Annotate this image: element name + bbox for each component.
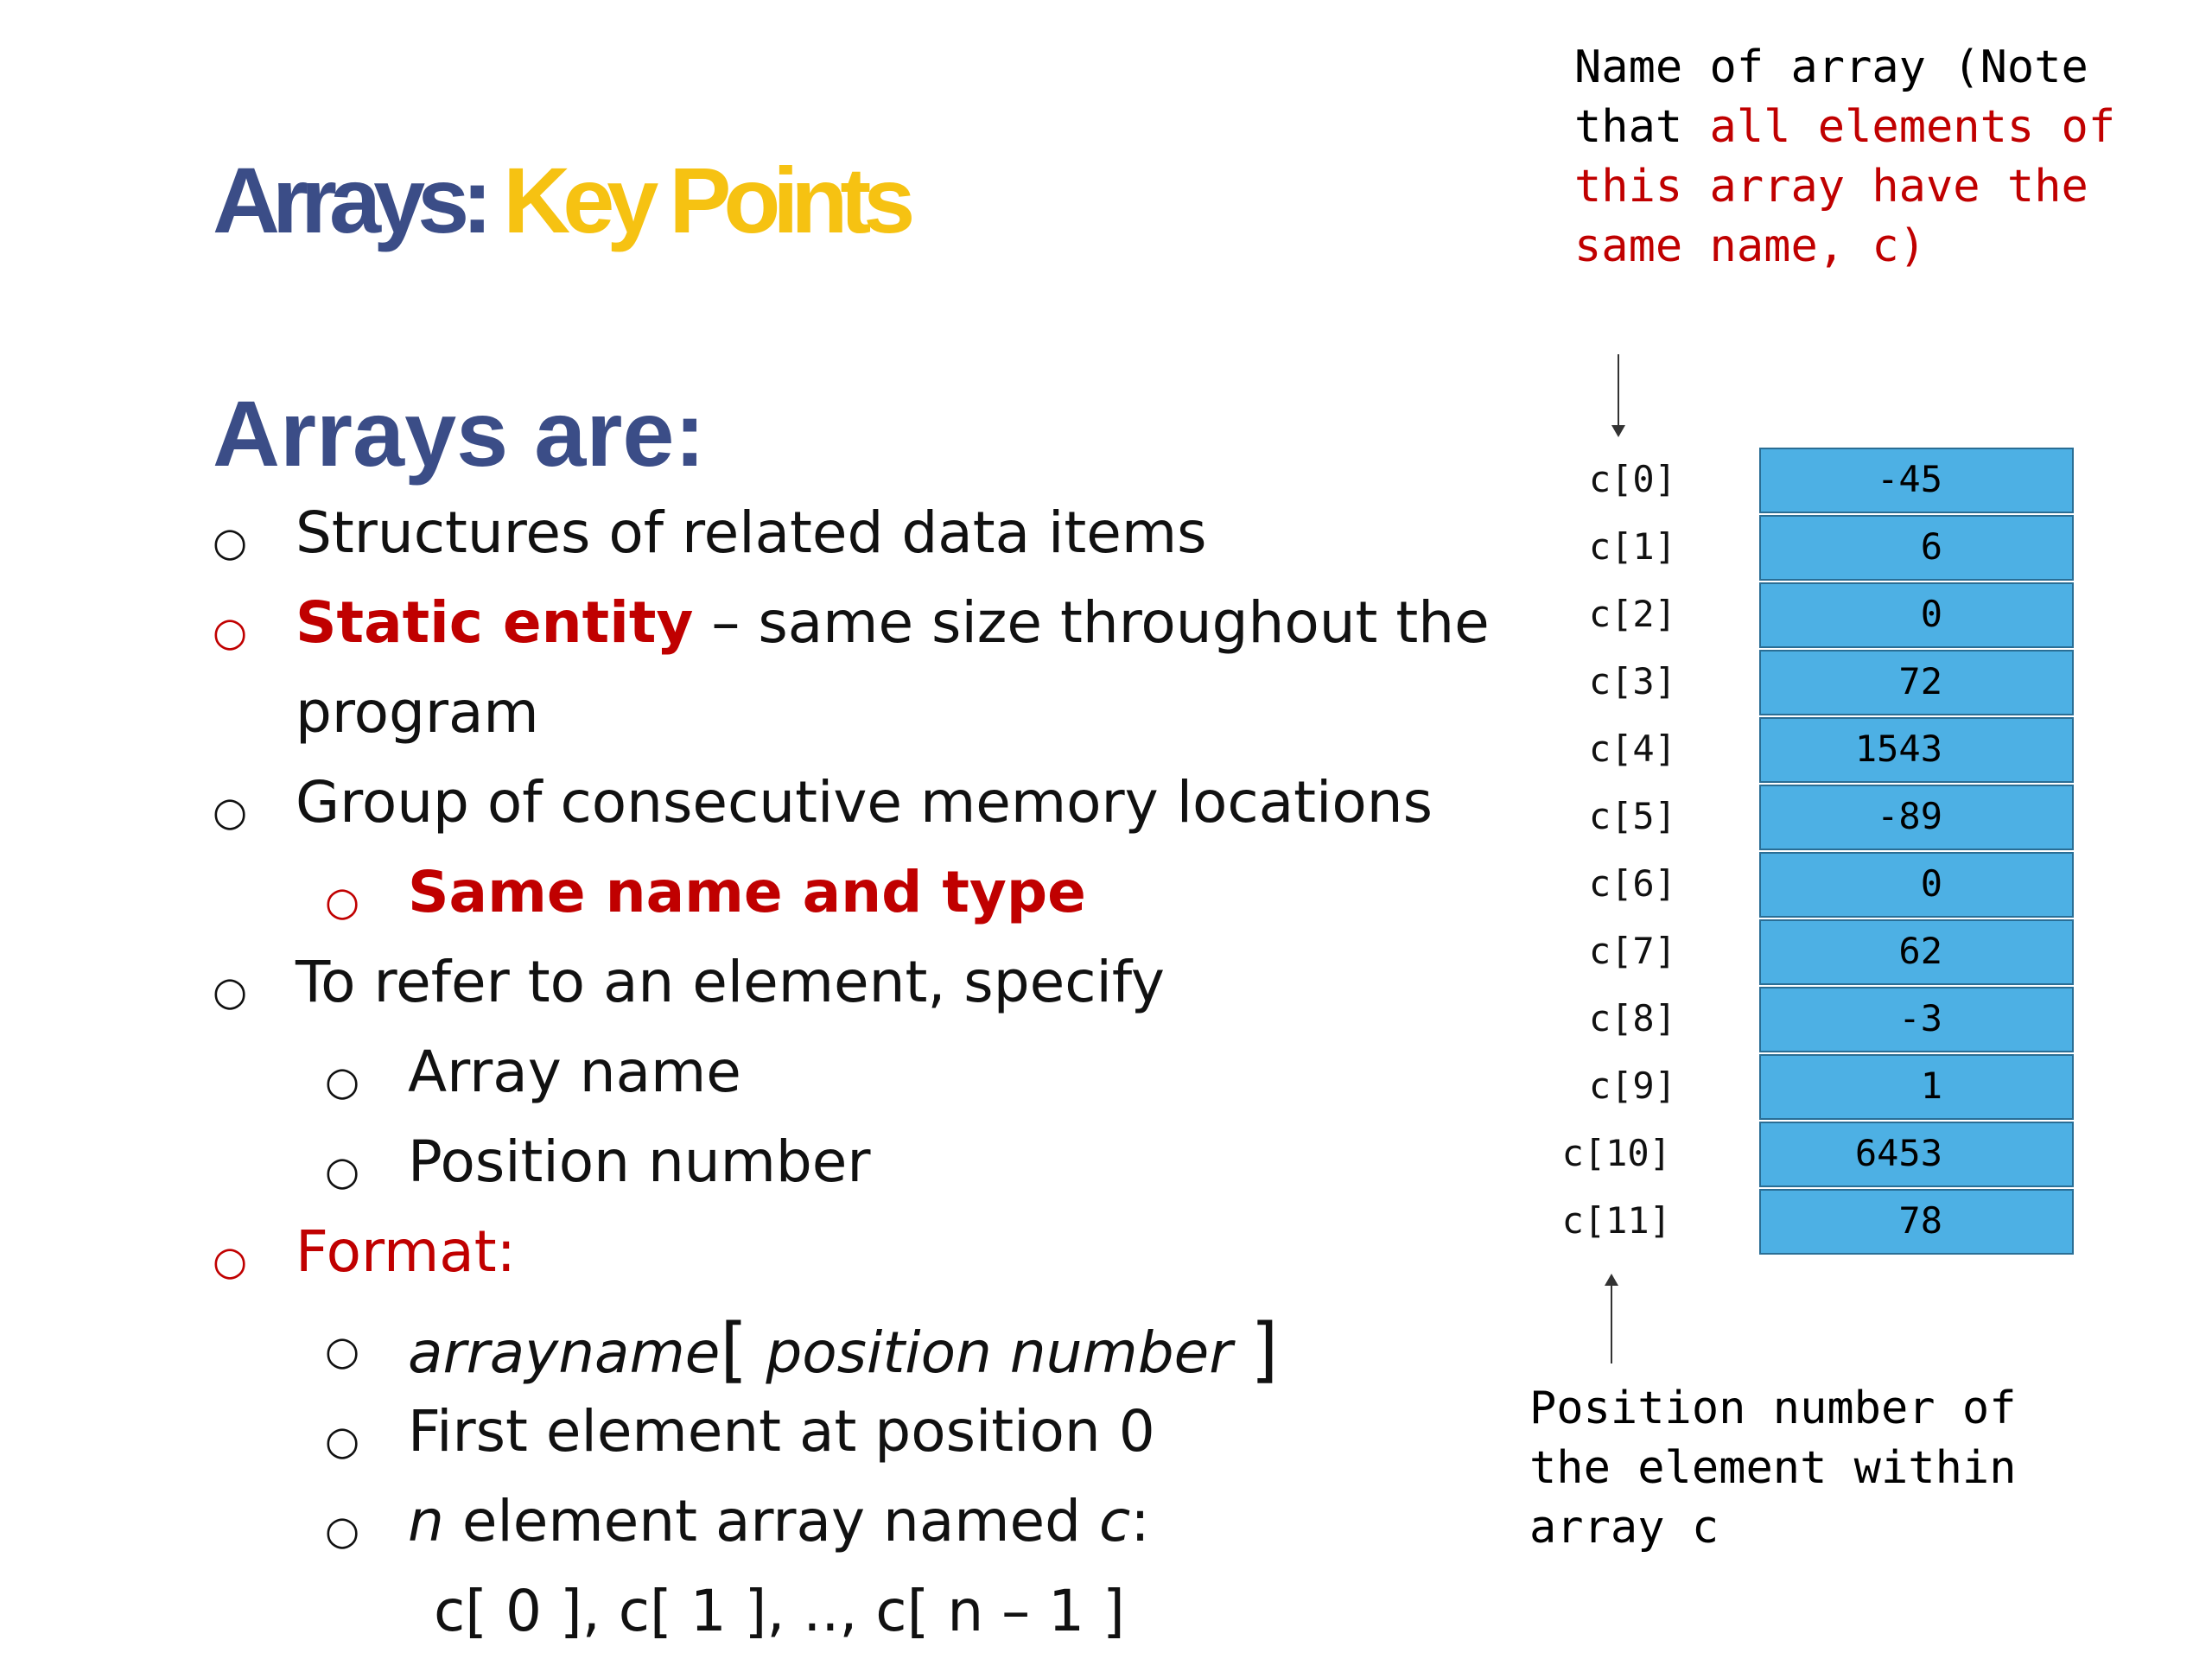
- close-bracket: ]: [1250, 1309, 1279, 1391]
- array-index-label: c[10]: [1561, 1132, 1671, 1174]
- array-cell-value: -3: [1898, 997, 1942, 1039]
- bullet-marker: ○: [325, 878, 360, 925]
- array-cell: [1759, 1054, 2074, 1120]
- array-cell: [1759, 785, 2074, 850]
- bullet-marker: ○: [213, 968, 248, 1014]
- position-number-note: [1529, 1379, 2017, 1558]
- title-part-arrays: Arrays:: [213, 148, 486, 252]
- array-index-label: c[8]: [1588, 997, 1676, 1039]
- bullet-text: Format:: [296, 1218, 516, 1285]
- array-cell: [1759, 448, 2074, 513]
- arrow-up-icon: [1605, 1274, 1618, 1286]
- position-arrow-shaft: [1611, 1286, 1612, 1363]
- element-list-text: c[ 0 ], c[ 1 ], .., c[ n – 1 ]: [434, 1578, 1125, 1644]
- arrayname-text: arrayname: [408, 1319, 721, 1386]
- array-index-label: c[4]: [1588, 728, 1676, 770]
- array-index-label: c[3]: [1588, 660, 1676, 702]
- array-cell-value: 72: [1898, 660, 1942, 702]
- array-index-label: c[9]: [1588, 1065, 1676, 1107]
- note-line: that: [1574, 101, 1710, 153]
- array-cell: [1759, 1122, 2074, 1187]
- c-variable: c: [1099, 1488, 1131, 1554]
- array-index-label: c[1]: [1588, 525, 1676, 568]
- array-cell-value: -89: [1877, 795, 1942, 837]
- array-cell-value: 78: [1898, 1199, 1942, 1242]
- bullet-marker: ○: [325, 1507, 360, 1554]
- array-index-label: c[7]: [1588, 930, 1676, 972]
- bullet-text: Structures of related data items: [296, 499, 1207, 566]
- name-arrow-shaft: [1618, 354, 1619, 425]
- bullet-text: – same size throughout the: [693, 589, 1490, 656]
- bullet-text: Array name: [408, 1039, 741, 1105]
- array-cell-value: 62: [1898, 930, 1942, 972]
- array-cell-value: 6453: [1854, 1132, 1942, 1174]
- bullet-text: program: [296, 679, 539, 746]
- array-cell: [1759, 919, 2074, 985]
- bullet-text: element array named: [443, 1488, 1100, 1554]
- array-cell: [1759, 852, 2074, 918]
- arrow-down-icon: [1611, 425, 1625, 437]
- array-cell-value: 0: [1920, 593, 1942, 635]
- bullet-marker: ○: [213, 1237, 248, 1284]
- colon-text: :: [1130, 1488, 1150, 1554]
- array-cell: [1759, 1189, 2074, 1255]
- section-heading: Arrays are:: [213, 381, 706, 486]
- note-line-red: all elements of: [1709, 101, 2116, 153]
- array-name-note: [1574, 38, 2115, 276]
- bullet-marker: ○: [325, 1327, 360, 1374]
- array-cell: [1759, 515, 2074, 581]
- bullet-marker: ○: [213, 788, 248, 835]
- note-line: Name of array (Note: [1574, 41, 2088, 93]
- bullet-marker: ○: [213, 518, 248, 565]
- array-index-label: c[11]: [1561, 1199, 1671, 1242]
- static-entity-label: Static entity: [296, 589, 694, 656]
- array-cell-value: -45: [1877, 458, 1942, 500]
- array-cell-value: 0: [1920, 862, 1942, 905]
- title-part-key-points: Key Points: [503, 148, 908, 252]
- bullet-marker: ○: [325, 1417, 360, 1464]
- bullet-marker: ○: [213, 608, 248, 655]
- note-line: Position number of: [1529, 1382, 2017, 1434]
- array-cell: [1759, 582, 2074, 648]
- bullet-text: To refer to an element, specify: [296, 949, 1165, 1015]
- n-variable: n: [408, 1488, 444, 1554]
- note-line: array c: [1529, 1502, 1719, 1554]
- bullet-marker: ○: [325, 1147, 360, 1194]
- bullet-text: Group of consecutive memory locations: [296, 769, 1433, 836]
- slide-title: [213, 148, 908, 252]
- array-cell: [1759, 650, 2074, 715]
- note-line-red: same name, c): [1574, 220, 1926, 272]
- array-index-label: c[0]: [1588, 458, 1676, 500]
- array-cell-value: 6: [1920, 525, 1942, 568]
- array-cell-value: 1543: [1854, 728, 1942, 770]
- position-number-text: position number: [747, 1319, 1251, 1386]
- array-cell: [1759, 717, 2074, 783]
- array-cell-value: 1: [1920, 1065, 1942, 1107]
- note-line: the element within: [1529, 1442, 2017, 1494]
- note-line-red: this array have the: [1574, 161, 2088, 213]
- bullet-text: Position number: [408, 1128, 871, 1195]
- bullet-text: Same name and type: [408, 859, 1086, 925]
- bullet-text: First element at position 0: [408, 1398, 1155, 1465]
- array-index-label: c[5]: [1588, 795, 1676, 837]
- array-cell: [1759, 987, 2074, 1052]
- open-bracket: [: [720, 1309, 748, 1391]
- array-index-label: c[2]: [1588, 593, 1676, 635]
- bullet-marker: ○: [325, 1058, 360, 1104]
- array-index-label: c[6]: [1588, 862, 1676, 905]
- bullet-element-list: [434, 1578, 1125, 1644]
